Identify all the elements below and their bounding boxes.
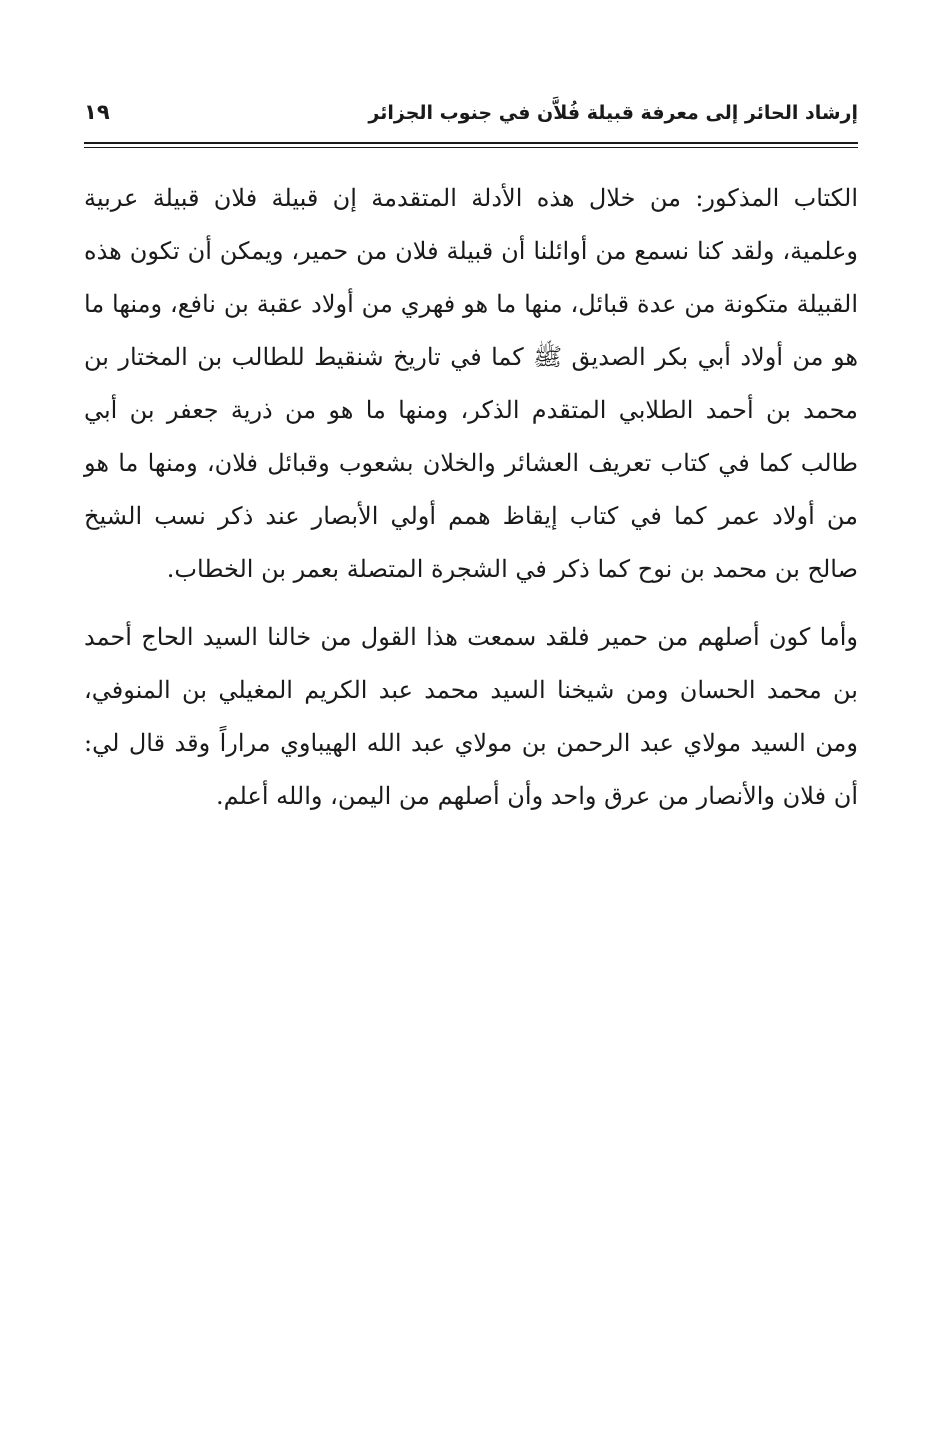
body-paragraph-1: الكتاب المذكور: من خلال هذه الأدلة المتقدمة إن قبيلة فلان قبيلة عربية وعلمية، ولقد كنا نسمع من أوائلنا أن قبيلة فلان من حمير، ويمكن أن تكون هذه القبيلة متكونة من عدة قبائل، منها ما هو فهري من أولاد عقبة بن نافع، ومنها ما هو من أولاد أبي بكر الصديق ﷺ كما في تاريخ شنقيط للطالب بن المختار بن محمد بن أحمد الطلابي المتقدم الذكر، ومنها ما هو من ذرية جعفر بن أبي طالب كما في كتاب تعريف العشائر والخلان بشعوب وقبائل فلان، ومنها ما هو من أولاد عمر كما في كتاب إيقاظ همم أولي الأبصار عند ذكر نسب الشيخ صالح بن محمد بن نوح كما ذكر في الشجرة المتصلة بعمر بن الخطاب. [84,184,859,583]
header-rule-thin [84,147,858,148]
body-paragraph-2: وأما كون أصلهم من حمير فلقد سمعت هذا القول من خالنا السيد الحاج أحمد بن محمد الحسان ومن شيخنا السيد محمد عبد الكريم المغيلي بن المنوفي، ومن السيد مولاي عبد الرحمن بن مولاي عبد الله الهيباوي مراراً وقد قال لي: أن فلان والأنصار من عرق واحد وأن أصلهم من اليمن، والله أعلم. [84,623,858,810]
book-title: إرشاد الحائر إلى معرفة قبيلة فُلاَّن في جنوب الجزائر [368,102,858,124]
running-header [84,96,858,136]
page-number: ١٩ [84,100,110,124]
page-body [84,172,858,823]
header-rule-thick [84,142,858,144]
